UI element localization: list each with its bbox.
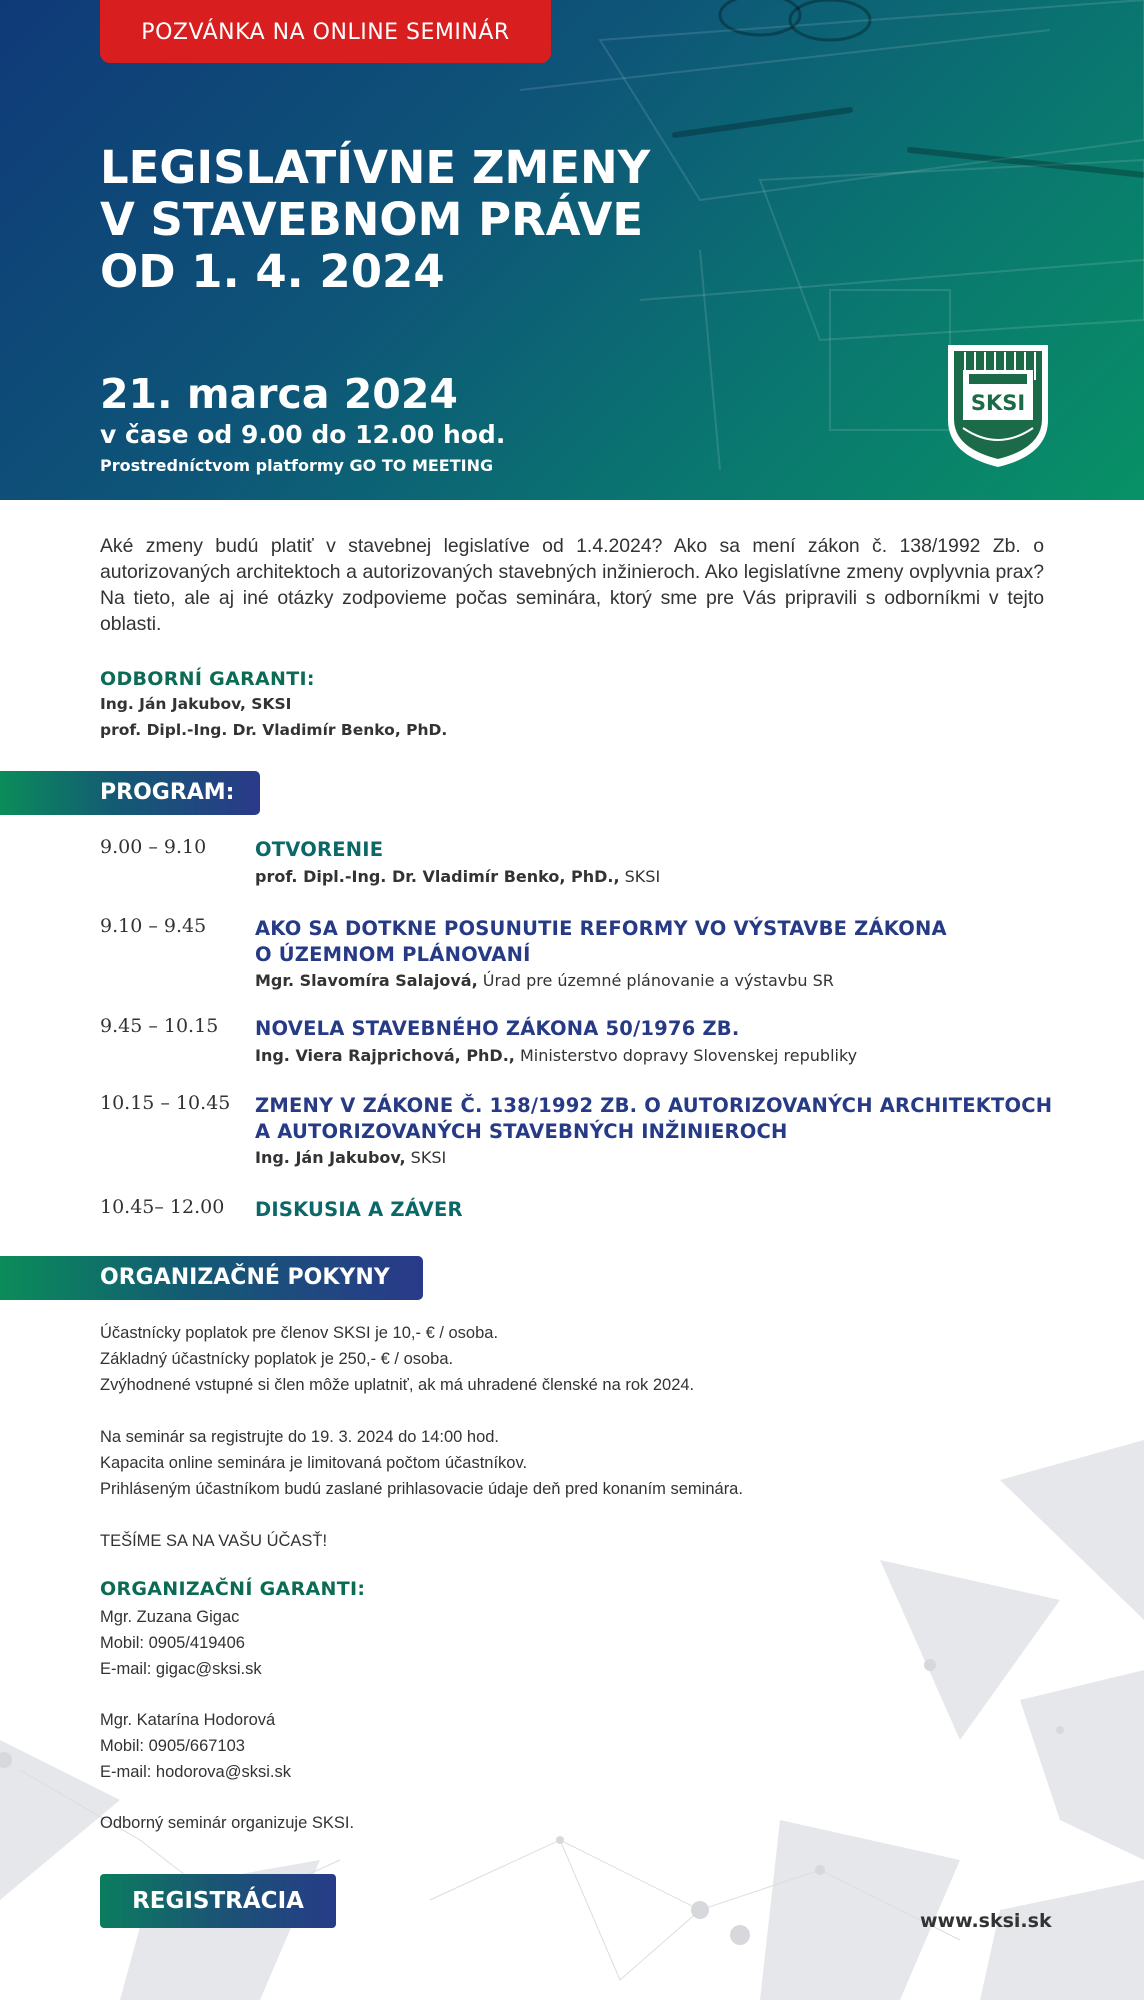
contact-mobile: Mobil: 0905/419406 [100,1634,245,1652]
svg-text:SKSI: SKSI [970,391,1026,415]
seminar-platform: Prostredníctvom platformy GO TO MEETING [100,456,494,475]
instruction-line: Kapacita online seminára je limitovaná počtom účastníkov. [100,1454,528,1472]
instructions-band [0,1256,423,1300]
seminar-title-line: OD 1. 4. 2024 [100,245,445,298]
contact-name: Mgr. Zuzana Gigac [100,1608,240,1626]
seminar-title-line: LEGISLATÍVNE ZMENY [100,141,651,194]
instruction-line: Na seminár sa registrujte do 19. 3. 2024 do 14:00 hod. [100,1428,500,1446]
org-guarantors-heading: ORGANIZAČNÍ GARANTI: [100,1578,366,1600]
invitation-tag: POZVÁNKA NA ONLINE SEMINÁR [100,0,551,63]
program-speaker: prof. Dipl.-Ing. Dr. Vladimír Benko, PhD., SKSI [255,867,661,886]
program-time: 9.10 – 9.45 [100,915,207,937]
seminar-time: v čase od 9.00 do 12.00 hod. [100,420,506,449]
registration-button[interactable]: REGISTRÁCIA [100,1874,336,1928]
contact-email: E-mail: gigac@sksi.sk [100,1660,262,1678]
contact-email: E-mail: hodorova@sksi.sk [100,1763,291,1781]
program-time: 9.00 – 9.10 [100,836,207,858]
instruction-line: Prihláseným účastníkom budú zaslané prihlasovacie údaje deň pred konaním seminára. [100,1480,743,1498]
program-time: 10.15 – 10.45 [100,1092,231,1114]
expert-guarantor: prof. Dipl.-Ing. Dr. Vladimír Benko, PhD. [100,721,448,739]
program-title: OTVORENIE [255,838,384,861]
expert-guarantors-heading: ODBORNÍ GARANTI: [100,668,315,690]
seminar-title [100,142,650,298]
organizer-note: Odborný seminár organizuje SKSI. [100,1814,355,1832]
seminar-date: 21. marca 2024 [100,370,458,418]
expert-guarantor: Ing. Ján Jakubov, SKSI [100,695,292,713]
seminar-title-line: V STAVEBNOM PRÁVE [100,193,644,246]
intro-paragraph: Aké zmeny budú platiť v stavebnej legislatíve od 1.4.2024? Ako sa mení zákon č. 138/1992 Zb. o autorizovaných architektoch a autorizovaných stavebných inžinieroch. Ako legislatívne zmeny ovplyvnia prax? Na tieto, ale aj iné otázky zodpovieme počas seminára, ktorý sme pre Vás pripravili s odborníkmi v tejto oblasti. [100,535,1044,635]
program-time: 9.45 – 10.15 [100,1015,219,1037]
instruction-line: Základný účastnícky poplatok je 250,- € / osoba. [100,1350,454,1368]
website-link[interactable]: www.sksi.sk [920,1910,1052,1932]
hero-banner [0,0,1144,500]
program-title: A AUTORIZOVANÝCH STAVEBNÝCH INŽINIEROCH [255,1120,788,1143]
contact-mobile: Mobil: 0905/667103 [100,1737,245,1755]
instruction-line: Zvýhodnené vstupné si člen môže uplatniť, ak má uhradené členské na rok 2024. [100,1376,695,1394]
program-time: 10.45– 12.00 [100,1196,225,1218]
program-title: O ÚZEMNOM PLÁNOVANÍ [255,943,531,966]
program-speaker: Mgr. Slavomíra Salajová, Úrad pre územné plánovanie a výstavbu SR [255,971,834,990]
sksi-logo-icon [943,340,1053,470]
program-title: DISKUSIA A ZÁVER [255,1198,463,1221]
instruction-closing: TEŠÍME SA NA VAŠU ÚČASŤ! [100,1532,328,1550]
program-title: AKO SA DOTKNE POSUNUTIE REFORMY VO VÝSTAVBE ZÁKONA [255,917,947,940]
instruction-line: Účastnícky poplatok pre členov SKSI je 10,- € / osoba. [100,1324,499,1342]
program-title: ZMENY V ZÁKONE Č. 138/1992 ZB. O AUTORIZOVANÝCH ARCHITEKTOCH [255,1094,1053,1117]
instructions-heading: ORGANIZAČNÉ POKYNY [100,1265,390,1290]
program-title: NOVELA STAVEBNÉHO ZÁKONA 50/1976 ZB. [255,1017,740,1040]
program-speaker: Ing. Ján Jakubov, SKSI [255,1148,447,1167]
contact-name: Mgr. Katarína Hodorová [100,1711,276,1729]
program-heading: PROGRAM: [100,780,235,805]
program-speaker: Ing. Viera Rajprichová, PhD., Ministerstvo dopravy Slovenskej republiky [255,1046,858,1065]
program-band [0,771,260,815]
